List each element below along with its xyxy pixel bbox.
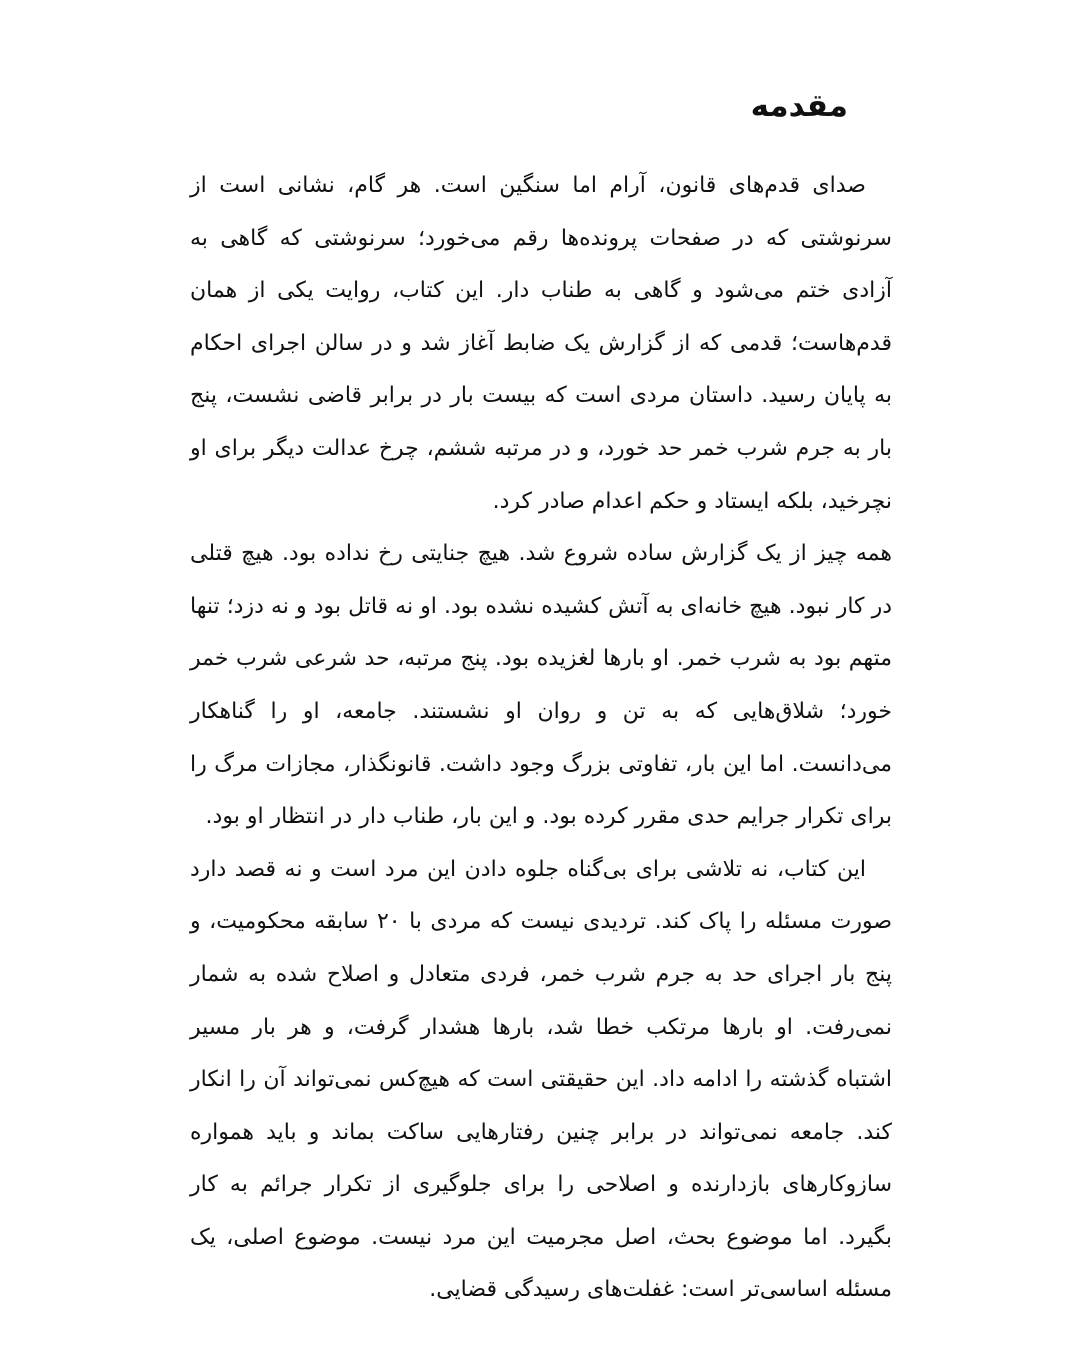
page-title: مقدمه xyxy=(750,88,848,124)
body-text xyxy=(190,160,892,1317)
paragraph-1: صدای قدم‌های قانون، آرام اما سنگین است. هر گام، نشانی است از سرنوشتی که در صفحات پرونده‌ها رقم می‌خورد؛ سرنوشتی که گاهی به آزادی ختم می‌شود و گاهی به طناب دار. این کتاب، روایت یکی از همان قدم‌هاست؛ قدمی که از گزارش یک ضابط آغاز شد و در سالن اجرای احکام به پایان رسید. داستان مردی است که بیست بار در برابر قاضی نشست، پنج بار به جرم شرب خمر حد خورد، و در مرتبه ششم، چرخ عدالت دیگر برای او نچرخید، بلکه ایستاد و حکم اعدام صادر کرد. xyxy=(190,173,892,514)
paragraph-3: این کتاب، نه تلاشی برای بی‌گناه جلوه دادن این مرد است و نه قصد دارد صورت مسئله را پاک کند. تردیدی نیست که مردی با ۲۰ سابقه محکومیت، و پنج بار اجرای حد به جرم شرب خمر، فردی متعادل و اصلاح شده به شمار نمی‌رفت. او بارها مرتکب خطا شد، بارها هشدار گرفت، و هر بار مسیر اشتباه گذشته را ادامه داد. این حقیقتی است که هیچ‌کس نمی‌تواند آن را انکار کند. جامعه نمی‌تواند در برابر چنین رفتارهایی ساکت بماند و باید همواره سازوکارهای بازدارنده و اصلاحی را برای جلوگیری از تکرار جرائم به کار بگیرد. اما موضوع بحث، اصل مجرمیت این مرد نیست. موضوع اصلی، یک مسئله اساسی‌تر است: غفلت‌های رسیدگی قضایی. xyxy=(190,856,892,1303)
paragraph-2: همه چیز از یک گزارش ساده شروع شد. هیچ جنایتی رخ نداده بود. هیچ قتلی در کار نبود. هیچ خانه‌ای به آتش کشیده نشده بود. او نه قاتل بود و نه دزد؛ تنها متهم بود به شرب خمر. او بارها لغزیده بود. پنج مرتبه، حد شرعی شرب خمر خورد؛ شلاق‌هایی که به تن و روان او نشستند. جامعه، او را گناهکار می‌دانست. اما این بار، تفاوتی بزرگ وجود داشت. قانونگذار، مجازات مرگ را برای تکرار جرایم حدی مقرر کرده بود. و این بار، طناب دار در انتظار او بود. xyxy=(190,541,892,830)
